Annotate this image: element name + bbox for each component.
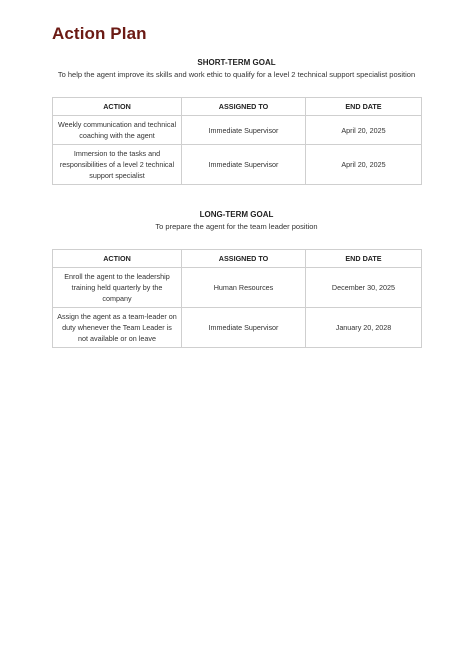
long-term-action-table [52,249,422,348]
end-date-cell: January 20, 2028 [306,308,422,348]
short-term-goal-section [52,58,421,80]
document-title: Action Plan [52,24,147,43]
long-term-goal-description: To prepare the agent for the team leader position [155,222,318,231]
table-row [53,116,422,145]
column-header-end-date: END DATE [306,98,422,116]
column-header-action: ACTION [53,98,182,116]
short-term-goal-description: To help the agent improve its skills and work ethic to qualify for a level 2 technical support specialist position [57,70,416,79]
column-header-action: ACTION [53,250,182,268]
assigned-to-cell: Immediate Supervisor [182,116,306,145]
action-cell: Weekly communication and technical coaching with the agent [53,116,182,145]
assigned-to-cell: Human Resources [182,268,306,308]
table-row [53,308,422,348]
short-term-action-table [52,97,422,185]
assigned-to-cell: Immediate Supervisor [182,308,306,348]
table-row [53,268,422,308]
long-term-goal-section [52,210,421,232]
column-header-end-date: END DATE [306,250,422,268]
long-term-table-wrapper [52,249,421,348]
assigned-to-cell: Immediate Supervisor [182,145,306,185]
end-date-cell: December 30, 2025 [306,268,422,308]
action-cell: Assign the agent as a team-leader on duty whenever the Team Leader is not available or on leave [53,308,182,348]
action-cell: Enroll the agent to the leadership training held quarterly by the company [53,268,182,308]
end-date-cell: April 20, 2025 [306,116,422,145]
table-header-row [53,250,422,268]
table-row [53,145,422,185]
long-term-goal-heading: LONG-TERM GOAL [199,210,274,219]
column-header-assigned-to: ASSIGNED TO [182,98,306,116]
table-header-row [53,98,422,116]
short-term-goal-heading: SHORT-TERM GOAL [197,58,276,67]
short-term-table-wrapper [52,97,421,185]
end-date-cell: April 20, 2025 [306,145,422,185]
action-cell: Immersion to the tasks and responsibilities of a level 2 technical support specialist [53,145,182,185]
column-header-assigned-to: ASSIGNED TO [182,250,306,268]
